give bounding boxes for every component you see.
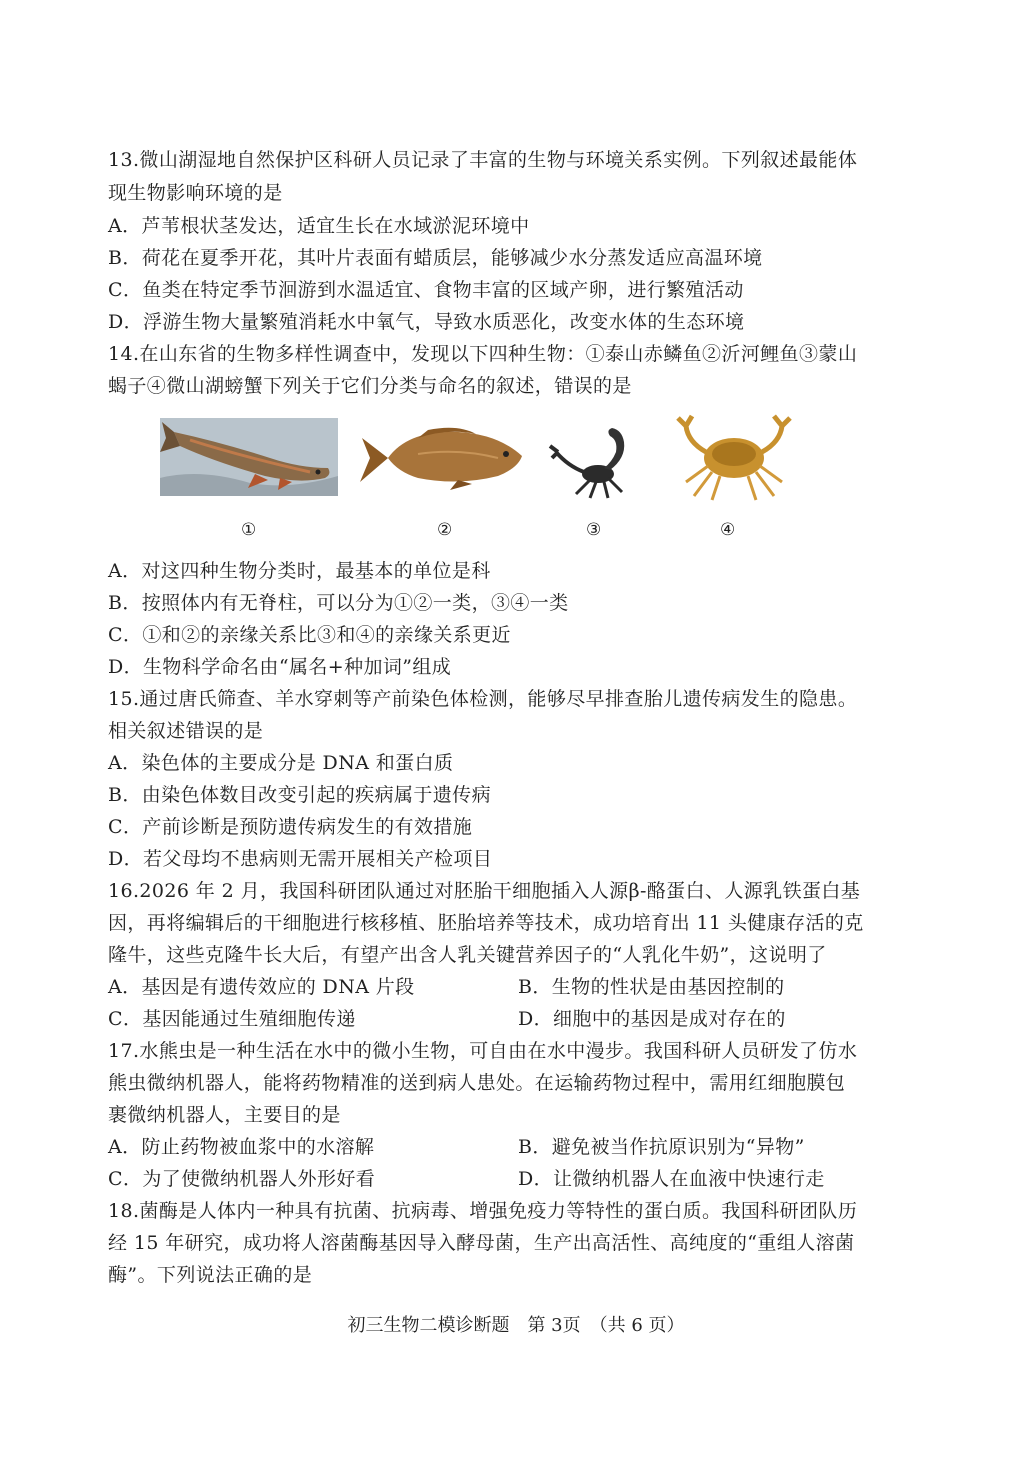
q14-stem-line1: 14.在山东省的生物多样性调查中，发现以下四种生物：①泰山赤鳞鱼②沂河鲤鱼③蒙山 [108, 343, 858, 365]
q18-stem-line2: 经 15 年研究，成功将人溶菌酶基因导入酵母菌，生产出高活性、高纯度的“重组人溶菌 [108, 1232, 855, 1254]
q17-option-d: D．让微纳机器人在血液中快速行走 [518, 1168, 825, 1190]
figure-label-3: ③ [586, 520, 602, 540]
q14-option-a: A．对这四种生物分类时，最基本的单位是科 [108, 560, 491, 582]
page-footer: 初三生物二模诊断题 第 3页 （共 6 页） [347, 1315, 685, 1336]
q17-option-a: A．防止药物被血浆中的水溶解 [108, 1136, 375, 1158]
q17-option-b: B．避免被当作抗原识别为“异物” [518, 1136, 805, 1158]
q15-stem-line2: 相关叙述错误的是 [108, 720, 264, 742]
q13-option-d: D．浮游生物大量繁殖消耗水中氧气，导致水质恶化，改变水体的生态环境 [108, 311, 745, 333]
q18-stem-line3: 酶”。下列说法正确的是 [108, 1264, 313, 1286]
q14-option-b: B．按照体内有无脊柱，可以分为①②一类，③④一类 [108, 592, 569, 614]
figure-label-2: ② [437, 520, 453, 540]
q17-option-c: C．为了使微纳机器人外形好看 [108, 1168, 376, 1190]
q16-option-c: C．基因能通过生殖细胞传递 [108, 1008, 356, 1030]
q15-option-a: A．染色体的主要成分是 DNA 和蛋白质 [108, 752, 454, 774]
scorpion-icon [546, 422, 646, 502]
figure-label-4: ④ [720, 520, 736, 540]
q14-option-d: D．生物科学命名由“属名+种加词”组成 [108, 656, 452, 678]
q16-option-b: B．生物的性状是由基因控制的 [518, 976, 785, 998]
q16-stem-line3: 隆牛，这些克隆牛长大后，有望产出含人乳关键营养因子的“人乳化牛奶”，这说明了 [108, 944, 827, 966]
figure-label-1: ① [241, 520, 257, 540]
q15-option-d: D．若父母均不患病则无需开展相关产检项目 [108, 848, 493, 870]
q15-option-c: C．产前诊断是预防遗传病发生的有效措施 [108, 816, 473, 838]
q17-stem-line3: 裹微纳机器人，主要目的是 [108, 1104, 341, 1126]
q17-stem-line1: 17.水熊虫是一种生活在水中的微小生物，可自由在水中漫步。我国科研人员研发了仿水 [108, 1040, 858, 1062]
q13-stem-line2: 现生物影响环境的是 [108, 182, 283, 204]
q18-stem-line1: 18.菌酶是人体内一种具有抗菌、抗病毒、增强免疫力等特性的蛋白质。我国科研团队历 [108, 1200, 858, 1222]
q13-option-a: A．芦苇根状茎发达，适宜生长在水域淤泥环境中 [108, 215, 530, 237]
q14-stem-line2: 蝎子④微山湖螃蟹下列关于它们分类与命名的叙述，错误的是 [108, 375, 632, 397]
q16-option-a: A．基因是有遗传效应的 DNA 片段 [108, 976, 415, 998]
fish-icon [160, 418, 338, 496]
q17-stem-line2: 熊虫微纳机器人，能将药物精准的送到病人患处。在运输药物过程中，需用红细胞膜包 [108, 1072, 846, 1094]
q16-stem-line1: 16.2026 年 2 月，我国科研团队通过对胚胎干细胞插入人源β-酪蛋白、人源乳铁蛋白基 [108, 880, 861, 902]
q16-option-d: D．细胞中的基因是成对存在的 [518, 1008, 786, 1030]
q16-stem-line2: 因，再将编辑后的干细胞进行核移植、胚胎培养等技术，成功培育出 11 头健康存活的克 [108, 912, 864, 934]
q13-option-b: B．荷花在夏季开花，其叶片表面有蜡质层，能够减少水分蒸发适应高温环境 [108, 247, 763, 269]
q15-option-b: B．由染色体数目改变引起的疾病属于遗传病 [108, 784, 491, 806]
q13-stem-line1: 13.微山湖湿地自然保护区科研人员记录了丰富的生物与环境关系实例。下列叙述最能体 [108, 149, 858, 171]
carp-icon [358, 424, 526, 492]
q14-option-c: C．①和②的亲缘关系比③和④的亲缘关系更近 [108, 624, 511, 646]
q15-stem-line1: 15.通过唐氏筛查、羊水穿刺等产前染色体检测，能够尽早排查胎儿遗传病发生的隐患。 [108, 688, 858, 710]
crab-icon [668, 412, 800, 504]
q13-option-c: C．鱼类在特定季节洄游到水温适宜、食物丰富的区域产卵，进行繁殖活动 [108, 279, 744, 301]
